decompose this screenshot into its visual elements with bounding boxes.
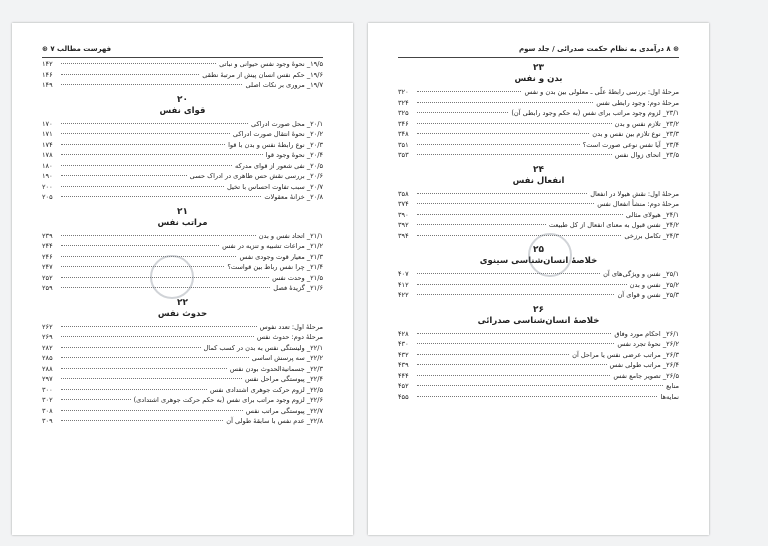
left-page-header xyxy=(42,43,323,58)
chapter-heading xyxy=(398,165,679,187)
toc-entry-title: ۲۱/۱_ اتحاد نفس و بدن xyxy=(258,231,323,240)
toc-entry-title: ۲۰/۵_ نفی شعور از قوای مدرکه xyxy=(234,161,323,170)
dot-leader xyxy=(417,133,589,134)
toc-entry-page: ۲۵۹ xyxy=(42,284,53,292)
toc-entry-title: ۲۲/۵_ لزوم حرکت جوهری اشتدادی نفس xyxy=(210,385,323,394)
chapter-number: ۲۵ xyxy=(533,245,544,255)
toc-entry xyxy=(398,108,679,119)
dot-leader xyxy=(61,133,230,134)
dot-leader xyxy=(61,420,223,421)
toc-entry-page: ۳۴۶ xyxy=(398,119,409,128)
toc-entry xyxy=(42,129,323,140)
toc-entry-title: ۲۳/۴_ آیا نفس نوعی صورت است؟ xyxy=(582,140,679,149)
dot-leader xyxy=(61,186,224,187)
dot-leader xyxy=(61,175,187,176)
toc-entry-title: ۲۶/۵_ تصویر جامع نفس xyxy=(613,371,679,380)
toc-entry-title: نمایه‌ها xyxy=(660,392,679,401)
toc-entry-title: ۲۰/۸_ خزانۀ معقولات xyxy=(264,193,323,201)
toc-entry-page: ۲۶۲ xyxy=(42,322,53,331)
toc-entry xyxy=(42,364,323,375)
toc-entry-title: ۲۶/۱_ احکام مورد وفاق xyxy=(614,329,679,338)
dot-leader xyxy=(61,245,219,246)
toc-entry-title: ۲۴/۲_ نفس قبول به معنای انفعال از کل طبیعت xyxy=(548,221,679,229)
toc-entry xyxy=(42,343,323,354)
toc-entry-page: ۳۵۸ xyxy=(398,189,409,198)
toc-entry-page: ۲۸۵ xyxy=(42,354,53,362)
toc-entry xyxy=(42,171,323,182)
toc-entry xyxy=(398,210,679,221)
toc-entry-page: ۳۲۴ xyxy=(398,98,409,107)
toc-entry-page: ۱۸۰ xyxy=(42,161,53,170)
toc-entry-page: ۲۹۷ xyxy=(42,375,53,383)
toc-entry xyxy=(398,350,679,361)
toc-entry-title: ۲۳/۲_ تلازم نفس و بدن xyxy=(614,119,679,128)
toc-entry-page: ۱۴۹ xyxy=(42,81,53,89)
toc-entry-title: ۲۲/۴_ پیوستگی مراحل نفس xyxy=(245,375,323,383)
dot-leader xyxy=(61,389,207,390)
toc-entry xyxy=(42,59,323,70)
toc-entry xyxy=(398,290,679,301)
dot-leader xyxy=(417,396,657,397)
dot-leader xyxy=(61,154,263,155)
dot-leader xyxy=(417,214,623,215)
toc-entry xyxy=(42,231,323,242)
toc-entry-title: ۲۳/۳_ نوع تلازم بین نفس و بدن xyxy=(592,130,679,138)
toc-entry-page: ۴۳۲ xyxy=(398,350,409,359)
toc-entry xyxy=(42,322,323,333)
toc-entry-title: ۲۶/۲_ نحوۀ تجرد نفس xyxy=(617,340,679,348)
chapter-number: ۲۱ xyxy=(177,206,188,217)
toc-entry-title: مرحلۀ دوم: منشأ انفعال نفس xyxy=(597,200,679,208)
toc-entry-page: ۱۷۴ xyxy=(42,140,53,149)
chapter-number: ۲۳ xyxy=(533,63,544,73)
toc-entry-title: ۱۹/۷_ مروری بر نکات اصلی xyxy=(245,81,323,89)
right-toc xyxy=(398,59,679,402)
toc-entry xyxy=(398,381,679,392)
toc-entry xyxy=(398,280,679,291)
toc-entry xyxy=(42,161,323,172)
dot-leader xyxy=(61,74,199,75)
dot-leader xyxy=(417,284,627,285)
dot-leader xyxy=(417,123,612,124)
toc-entry-title: ۲۶/۴_ مراتب طولی نفس xyxy=(609,361,679,369)
toc-entry-page: ۲۴۷ xyxy=(42,263,53,271)
toc-entry-page: ۳۵۳ xyxy=(398,151,409,159)
left-header-title: فهرست مطالب ۷ ⊛ xyxy=(42,45,112,53)
left-toc xyxy=(42,59,323,427)
toc-entry-title: ۲۴/۳_ تکامل برزخی xyxy=(624,231,679,240)
toc-entry-page: ۳۵۱ xyxy=(398,140,409,149)
dot-leader xyxy=(61,336,254,337)
toc-entry-page: ۳۰۰ xyxy=(42,385,53,394)
toc-entry-title: ۲۵/۳_ نفس و قوای آن xyxy=(617,291,679,299)
dot-leader xyxy=(61,266,224,267)
chapter-number: ۲۶ xyxy=(533,304,544,315)
chapter-title: خلاصۀ انسان‌شناسی سینوی xyxy=(479,256,598,266)
toc-entry-page: ۱۷۸ xyxy=(42,151,53,159)
toc-entry-page: ۱۴۶ xyxy=(42,70,53,79)
toc-entry-title: ۲۲/۶_ لزوم وجود مراتب برای نفس (به حکم حرکت جوهری اشتدادی) xyxy=(133,396,323,404)
chapter-number: ۲۴ xyxy=(533,164,544,175)
toc-entry-page: ۳۰۹ xyxy=(42,417,53,425)
toc-entry xyxy=(398,129,679,140)
dot-leader xyxy=(417,354,569,355)
toc-entry-page: ۲۵۲ xyxy=(42,273,53,282)
toc-entry xyxy=(398,98,679,109)
toc-entry-page: ۲۴۴ xyxy=(42,242,53,250)
toc-entry-title: ۱۹/۵_ نحوۀ وجود نفس حیوانی و نباتی xyxy=(219,60,323,68)
chapter-heading xyxy=(398,63,679,85)
chapter-number: ۲۲ xyxy=(177,297,188,308)
toc-entry-title: مرحلۀ دوم: وجود رابطی نفس xyxy=(596,98,679,107)
dot-leader xyxy=(417,102,593,103)
dot-leader xyxy=(417,235,621,236)
dot-leader xyxy=(61,165,232,166)
toc-entry-page: ۳۰۸ xyxy=(42,406,53,415)
dot-leader xyxy=(417,385,663,386)
toc-entry xyxy=(42,395,323,406)
dot-leader xyxy=(61,368,227,369)
toc-entry-title: مرحلۀ اول: تعدد نفوس xyxy=(259,322,323,331)
dot-leader xyxy=(61,399,131,400)
toc-entry-title: ۲۵/۱_ نفس و ویژگی‌های آن xyxy=(603,270,679,278)
toc-entry-page: ۳۹۴ xyxy=(398,231,409,240)
toc-entry-title: ۲۱/۴_ چرا نفس رباط بین قواست؟ xyxy=(227,263,323,271)
toc-entry xyxy=(42,150,323,161)
toc-entry-title: ۲۰/۳_ نوع رابطۀ نفس و بدن با قوا xyxy=(228,140,323,149)
toc-entry-page: ۴۵۲ xyxy=(398,382,409,390)
right-page-header xyxy=(398,43,679,58)
toc-entry-page: ۲۸۸ xyxy=(42,364,53,373)
toc-entry xyxy=(398,189,679,200)
toc-entry xyxy=(398,329,679,340)
toc-entry-page: ۴۵۵ xyxy=(398,392,409,401)
toc-entry-page: ۳۷۴ xyxy=(398,200,409,208)
dot-leader xyxy=(61,347,201,348)
dot-leader xyxy=(61,256,236,257)
toc-entry-page: ۱۷۱ xyxy=(42,130,53,138)
toc-entry-title: ۲۰/۱_ محل صورت ادراکی xyxy=(250,119,323,128)
toc-entry-page: ۲۳۹ xyxy=(42,231,53,240)
toc-entry xyxy=(398,87,679,98)
toc-entry-title: ۲۳/۵_ انحای زوال نفس xyxy=(614,151,679,159)
toc-entry-title: مرحلۀ اول: نقش هیولا در انفعال xyxy=(590,189,679,198)
dot-leader xyxy=(61,123,248,124)
chapter-title: انفعال نفس xyxy=(512,175,565,186)
chapter-title: قوای نفس xyxy=(159,105,206,116)
toc-entry-title: ۲۱/۳_ معیار قوت وجودی نفس xyxy=(239,252,323,261)
toc-entry-page: ۱۴۲ xyxy=(42,60,53,68)
toc-entry-title: ۲۰/۶_ بررسی نقش حس ظاهری در ادراک حسی xyxy=(189,172,323,180)
toc-entry xyxy=(398,220,679,231)
toc-entry-title: ۲۶/۳_ مراتب عرضی نفس یا مراحل آن xyxy=(572,350,679,359)
toc-entry-page: ۴۳۰ xyxy=(398,340,409,348)
toc-entry xyxy=(42,241,323,252)
dot-leader xyxy=(61,326,257,327)
chapter-number: ۲۰ xyxy=(177,94,188,105)
toc-entry xyxy=(42,406,323,417)
chapter-heading xyxy=(42,95,323,117)
toc-entry xyxy=(398,360,679,371)
dot-leader xyxy=(417,273,600,274)
toc-entry-page: ۴۱۲ xyxy=(398,280,409,289)
toc-entry-page: ۲۴۶ xyxy=(42,252,53,261)
toc-entry xyxy=(398,140,679,151)
dot-leader xyxy=(417,375,610,376)
toc-entry-title: ۲۴/۱_ هیولای مثالی xyxy=(625,210,679,219)
toc-entry-title: ۲۲/۳_ جسمانیةالحدوث بودن نفس xyxy=(229,364,323,373)
toc-entry-title: ۲۲/۲_ سه پرسش اساسی xyxy=(251,354,323,362)
toc-entry-page: ۲۰۰ xyxy=(42,182,53,191)
dot-leader xyxy=(417,224,546,225)
toc-entry-page: ۴۴۴ xyxy=(398,371,409,380)
dot-leader xyxy=(417,364,607,365)
toc-entry-page: ۱۷۰ xyxy=(42,119,53,128)
toc-entry-page: ۴۲۸ xyxy=(398,329,409,338)
watermark-seal-icon xyxy=(150,255,194,299)
toc-entry xyxy=(42,80,323,91)
toc-entry-title: مرحلۀ دوم: حدوث نفس xyxy=(256,333,323,341)
toc-entry-title: ۲۰/۴_ نحوۀ وجود قوا xyxy=(265,151,323,159)
toc-entry-page: ۳۲۰ xyxy=(398,88,409,96)
toc-entry xyxy=(398,392,679,403)
toc-entry-page: ۲۶۹ xyxy=(42,333,53,341)
toc-entry xyxy=(42,416,323,427)
toc-entry-title: ۲۲/۸_ عدم نفس با سابقۀ طولی آن xyxy=(226,417,323,425)
dot-leader xyxy=(61,357,249,358)
chapter-title: مراتب نفس xyxy=(157,217,208,228)
dot-leader xyxy=(417,91,521,92)
toc-entry-page: ۳۹۰ xyxy=(398,210,409,219)
toc-entry xyxy=(42,119,323,130)
toc-entry xyxy=(42,182,323,193)
toc-entry-page: ۲۸۲ xyxy=(42,343,53,352)
toc-entry-page: ۳۰۲ xyxy=(42,396,53,404)
dot-leader xyxy=(417,144,580,145)
dot-leader xyxy=(417,294,614,295)
toc-entry-title: مرحلۀ اول: بررسی رابطۀ علّی ـ معلولی بین بدن و نفس xyxy=(524,88,679,96)
watermark-seal-icon xyxy=(528,233,572,277)
dot-leader xyxy=(417,333,611,334)
chapter-heading xyxy=(42,207,323,229)
right-header-title: ⊛ ۸ درآمدی به نظام حکمت صدرائی / جلد سوم xyxy=(518,45,679,53)
toc-entry-page: ۲۰۵ xyxy=(42,193,53,201)
toc-entry xyxy=(398,150,679,161)
chapter-title: خلاصۀ انسان‌شناسی صدرائی xyxy=(477,315,600,326)
chapter-heading xyxy=(42,298,323,320)
toc-entry-page: ۳۲۵ xyxy=(398,109,409,117)
toc-entry xyxy=(398,119,679,130)
toc-entry-title: ۲۱/۵_ وحدت نفس xyxy=(272,273,323,282)
toc-entry-page: ۴۰۷ xyxy=(398,270,409,278)
toc-entry xyxy=(42,192,323,203)
dot-leader xyxy=(417,203,594,204)
toc-entry-page: ۴۳۹ xyxy=(398,361,409,369)
toc-entry-title: منابع xyxy=(666,382,679,390)
dot-leader xyxy=(61,410,243,411)
dot-leader xyxy=(61,196,261,197)
toc-entry-title: ۲۳/۱_ لزوم وجود مراتب برای نفس (به حکم وجود رابطی آن) xyxy=(511,109,679,117)
dot-leader xyxy=(417,193,587,194)
chapter-title: بدن و نفس xyxy=(514,74,563,84)
dot-leader xyxy=(417,343,614,344)
toc-entry-page: ۳۴۸ xyxy=(398,130,409,138)
dot-leader xyxy=(61,63,216,64)
chapter-title: حدوث نفس xyxy=(157,308,208,319)
toc-entry xyxy=(42,70,323,81)
toc-entry-title: ۲۲/۷_ پیوستگی مراتب نفس xyxy=(245,406,323,415)
toc-entry-title: ۲۰/۷_ سبب تفاوت احساس با تخیل xyxy=(227,182,323,191)
toc-entry-page: ۴۲۲ xyxy=(398,291,409,299)
chapter-heading xyxy=(398,305,679,327)
left-page xyxy=(12,23,353,535)
dot-leader xyxy=(61,84,242,85)
toc-entry-title: ۲۱/۲_ مراعات تشبیه و تنزیه در نفس xyxy=(222,242,323,250)
toc-entry xyxy=(398,371,679,382)
toc-entry-title: ۲۰/۲_ نحوۀ انتقال صورت ادراکی xyxy=(232,130,323,138)
right-page xyxy=(368,23,709,535)
dot-leader xyxy=(61,378,242,379)
toc-entry-title: ۲۵/۲_ نفس و بدن xyxy=(629,280,679,289)
toc-entry-title: ۲۲/۱_ ولیستگی نفس به بدن در کسب کمال xyxy=(203,343,323,352)
dot-leader xyxy=(417,112,508,113)
toc-entry-page: ۳۹۲ xyxy=(398,221,409,229)
toc-entry-title: ۲۱/۶_ گزیدۀ فصل xyxy=(273,284,323,292)
dot-leader xyxy=(61,144,225,145)
toc-entry xyxy=(42,140,323,151)
toc-entry xyxy=(42,374,323,385)
toc-entry-title: ۱۹/۶_ حکم نفس انسان پیش از مرتبۀ نطقی xyxy=(202,70,323,79)
toc-entry xyxy=(42,332,323,343)
toc-entry xyxy=(42,353,323,364)
toc-entry-page: ۱۹۰ xyxy=(42,172,53,180)
dot-leader xyxy=(417,154,612,155)
toc-entry xyxy=(42,385,323,396)
toc-entry xyxy=(398,199,679,210)
toc-entry xyxy=(398,339,679,350)
dot-leader xyxy=(61,235,256,236)
